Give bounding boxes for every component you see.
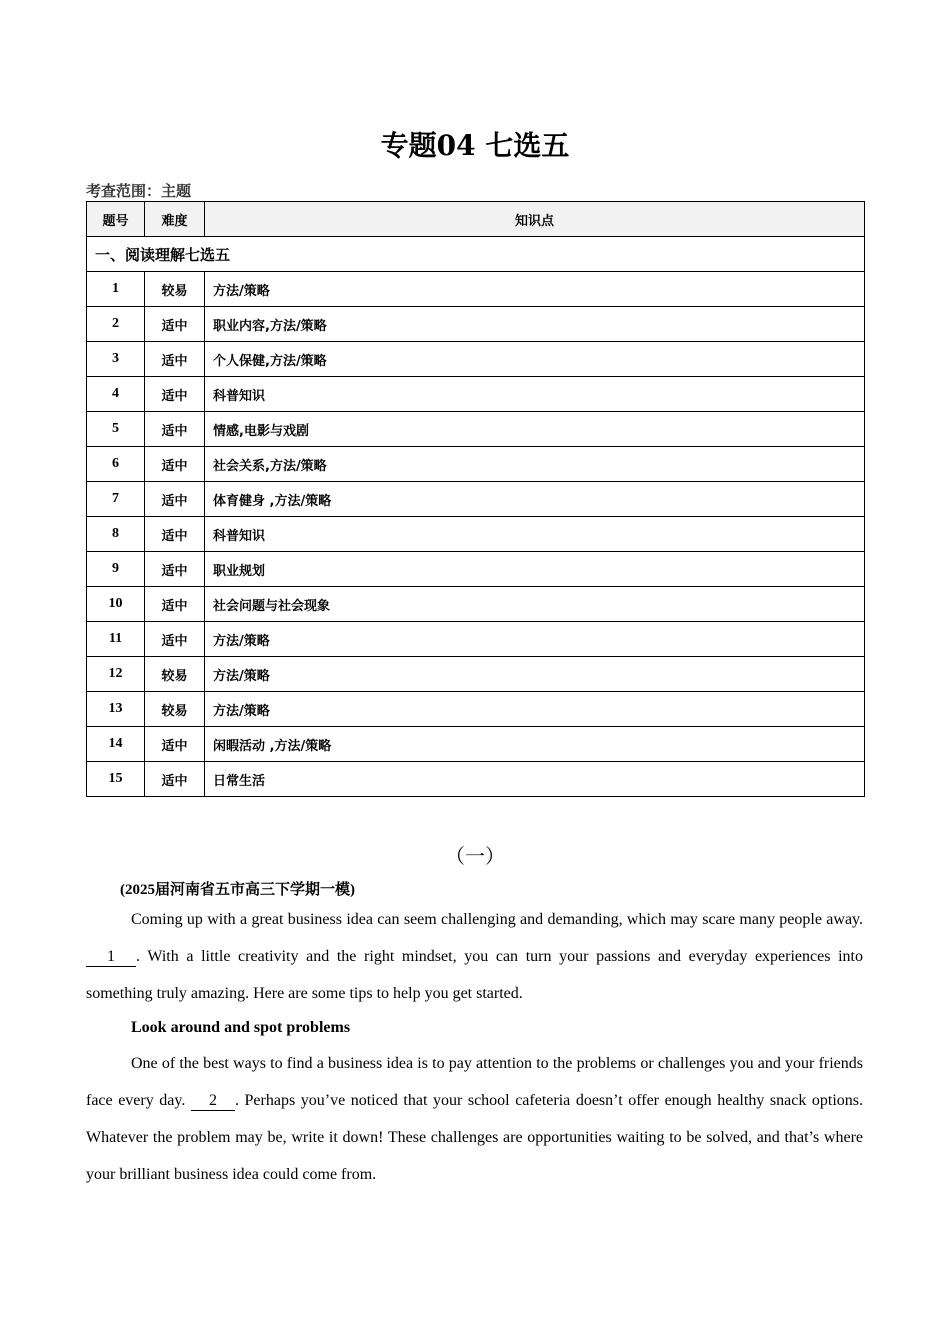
row-number: 9 — [87, 552, 145, 587]
row-number: 10 — [87, 587, 145, 622]
table-row — [87, 272, 865, 307]
table-row — [87, 307, 865, 342]
paragraph-2-text-a: One of the best ways to find a business idea is to pay attention to the problems or challenges you and your friends face every day. — [86, 1055, 863, 1109]
row-number: 14 — [87, 727, 145, 762]
row-difficulty: 适中 — [145, 307, 205, 342]
section-row — [87, 237, 865, 272]
row-number: 3 — [87, 342, 145, 377]
paragraph-1-text-a: Coming up with a great business idea can seem challenging and demanding, which may scare many people away. — [131, 911, 863, 928]
row-difficulty: 适中 — [145, 447, 205, 482]
row-number: 5 — [87, 412, 145, 447]
subheading: Look around and spot problems — [131, 1019, 351, 1036]
row-difficulty: 适中 — [145, 727, 205, 762]
scope-label: 考查范围：主题 — [86, 182, 192, 200]
header-knowledge-point: 知识点 — [205, 202, 865, 237]
blank-2: 2 — [191, 1092, 235, 1111]
row-knowledge-point: 社会问题与社会现象 — [205, 587, 865, 622]
row-knowledge-point: 职业内容,方法/策略 — [205, 307, 865, 342]
row-knowledge-point: 方法/策略 — [205, 657, 865, 692]
passage-source: (2025届河南省五市高三下学期一模) — [120, 882, 355, 898]
table-row — [87, 727, 865, 762]
row-number: 15 — [87, 762, 145, 797]
row-difficulty: 较易 — [145, 657, 205, 692]
table-row — [87, 622, 865, 657]
row-knowledge-point: 科普知识 — [205, 377, 865, 412]
table-row — [87, 377, 865, 412]
paragraph-2-text-b: . Perhaps you’ve noticed that your school cafeteria doesn’t offer enough healthy snack options. Whatever the problem may be, write it down! These challenges are opportunities waiting to be solved, and that’s where your brilliant business idea could come from. — [86, 1092, 864, 1183]
row-knowledge-point: 情感,电影与戏剧 — [205, 412, 865, 447]
row-difficulty: 适中 — [145, 587, 205, 622]
row-difficulty: 适中 — [145, 622, 205, 657]
row-knowledge-point: 方法/策略 — [205, 272, 865, 307]
row-difficulty: 适中 — [145, 342, 205, 377]
row-difficulty: 适中 — [145, 412, 205, 447]
paragraph-1-text-b: . With a little creativity and the right mindset, you can turn your passions and everyday experiences into something truly amazing. Here are some tips to help you get started. — [86, 948, 863, 1002]
row-knowledge-point: 日常生活 — [205, 762, 865, 797]
table-row — [87, 552, 865, 587]
row-difficulty: 适中 — [145, 552, 205, 587]
row-number: 11 — [87, 622, 145, 657]
table-row — [87, 412, 865, 447]
row-difficulty: 适中 — [145, 377, 205, 412]
blank-1: 1 — [86, 948, 136, 967]
table-header-row — [87, 202, 865, 237]
header-difficulty: 难度 — [145, 202, 205, 237]
table-row — [87, 517, 865, 552]
table-row — [87, 482, 865, 517]
row-number: 13 — [87, 692, 145, 727]
header-question-number: 题号 — [87, 202, 145, 237]
row-difficulty: 适中 — [145, 517, 205, 552]
section-label: 一、阅读理解七选五 — [87, 237, 865, 272]
row-knowledge-point: 方法/策略 — [205, 692, 865, 727]
table-row — [87, 762, 865, 797]
row-number: 1 — [87, 272, 145, 307]
table-row — [87, 447, 865, 482]
row-difficulty: 较易 — [145, 272, 205, 307]
row-difficulty: 适中 — [145, 762, 205, 797]
table-row — [87, 657, 865, 692]
table-row — [87, 342, 865, 377]
row-knowledge-point: 个人保健,方法/策略 — [205, 342, 865, 377]
row-knowledge-point: 职业规划 — [205, 552, 865, 587]
table-row — [87, 692, 865, 727]
row-knowledge-point: 社会关系,方法/策略 — [205, 447, 865, 482]
row-difficulty: 较易 — [145, 692, 205, 727]
row-number: 2 — [87, 307, 145, 342]
row-number: 6 — [87, 447, 145, 482]
row-number: 8 — [87, 517, 145, 552]
page-title: 专题04 七选五 — [380, 129, 570, 162]
row-number: 4 — [87, 377, 145, 412]
row-number: 7 — [87, 482, 145, 517]
paragraph-2 — [86, 1045, 863, 1193]
table-row — [87, 587, 865, 622]
topic-table — [86, 201, 865, 797]
row-knowledge-point: 体育健身 ,方法/策略 — [205, 482, 865, 517]
row-knowledge-point: 方法/策略 — [205, 622, 865, 657]
row-knowledge-point: 闲暇活动 ,方法/策略 — [205, 727, 865, 762]
row-knowledge-point: 科普知识 — [205, 517, 865, 552]
passage-heading: （一） — [445, 844, 505, 868]
row-difficulty: 适中 — [145, 482, 205, 517]
row-number: 12 — [87, 657, 145, 692]
paragraph-1 — [86, 901, 863, 1012]
